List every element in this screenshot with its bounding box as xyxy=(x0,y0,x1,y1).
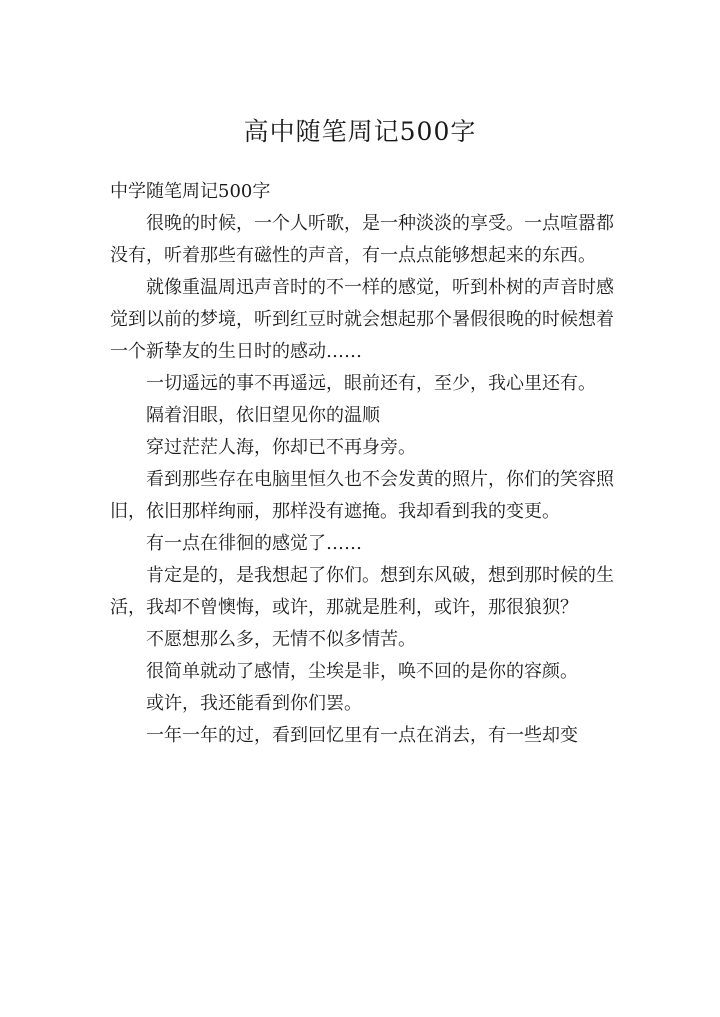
paragraph: 不愿想那么多，无情不似多情苦。 xyxy=(146,629,416,650)
paragraph: 有一点在徘徊的感觉了…… xyxy=(146,533,362,554)
document-title: 高中随笔周记500字 xyxy=(243,117,477,146)
paragraph: 看到那些存在电脑里恒久也不会发黄的照片，你们的笑容照旧，依旧那样绚丽，那样没有遮掩。我却看到我的变更。 xyxy=(110,469,614,522)
paragraph: 一切遥远的事不再遥远，眼前还有，至少，我心里还有。 xyxy=(146,373,596,394)
paragraph: 穿过茫茫人海，你却已不再身旁。 xyxy=(146,437,416,458)
paragraph: 一年一年的过，看到回忆里有一点在消去，有一些却变 xyxy=(146,725,578,746)
document-body xyxy=(110,176,614,752)
paragraph: 或许，我还能看到你们罢。 xyxy=(146,693,362,714)
paragraph: 肯定是的，是我想起了你们。想到东风破，想到那时候的生活，我却不曾懊悔，或许，那就是胜利，或许，那很狼狈？ xyxy=(110,565,614,618)
paragraph: 很简单就动了感情，尘埃是非，唤不回的是你的容颜。 xyxy=(146,661,578,682)
paragraph: 很晚的时候，一个人听歌，是一种淡淡的享受。一点喧嚣都没有，听着那些有磁性的声音，有一点点能够想起来的东西。 xyxy=(110,213,614,266)
paragraph: 就像重温周迅声音时的不一样的感觉，听到朴树的声音时感觉到以前的梦境，听到红豆时就会想起那个暑假很晚的时候想着一个新挚友的生日时的感动…… xyxy=(110,277,614,362)
document-subtitle: 中学随笔周记500字 xyxy=(110,181,271,202)
paragraph: 隔着泪眼，依旧望见你的温顺 xyxy=(146,405,380,426)
